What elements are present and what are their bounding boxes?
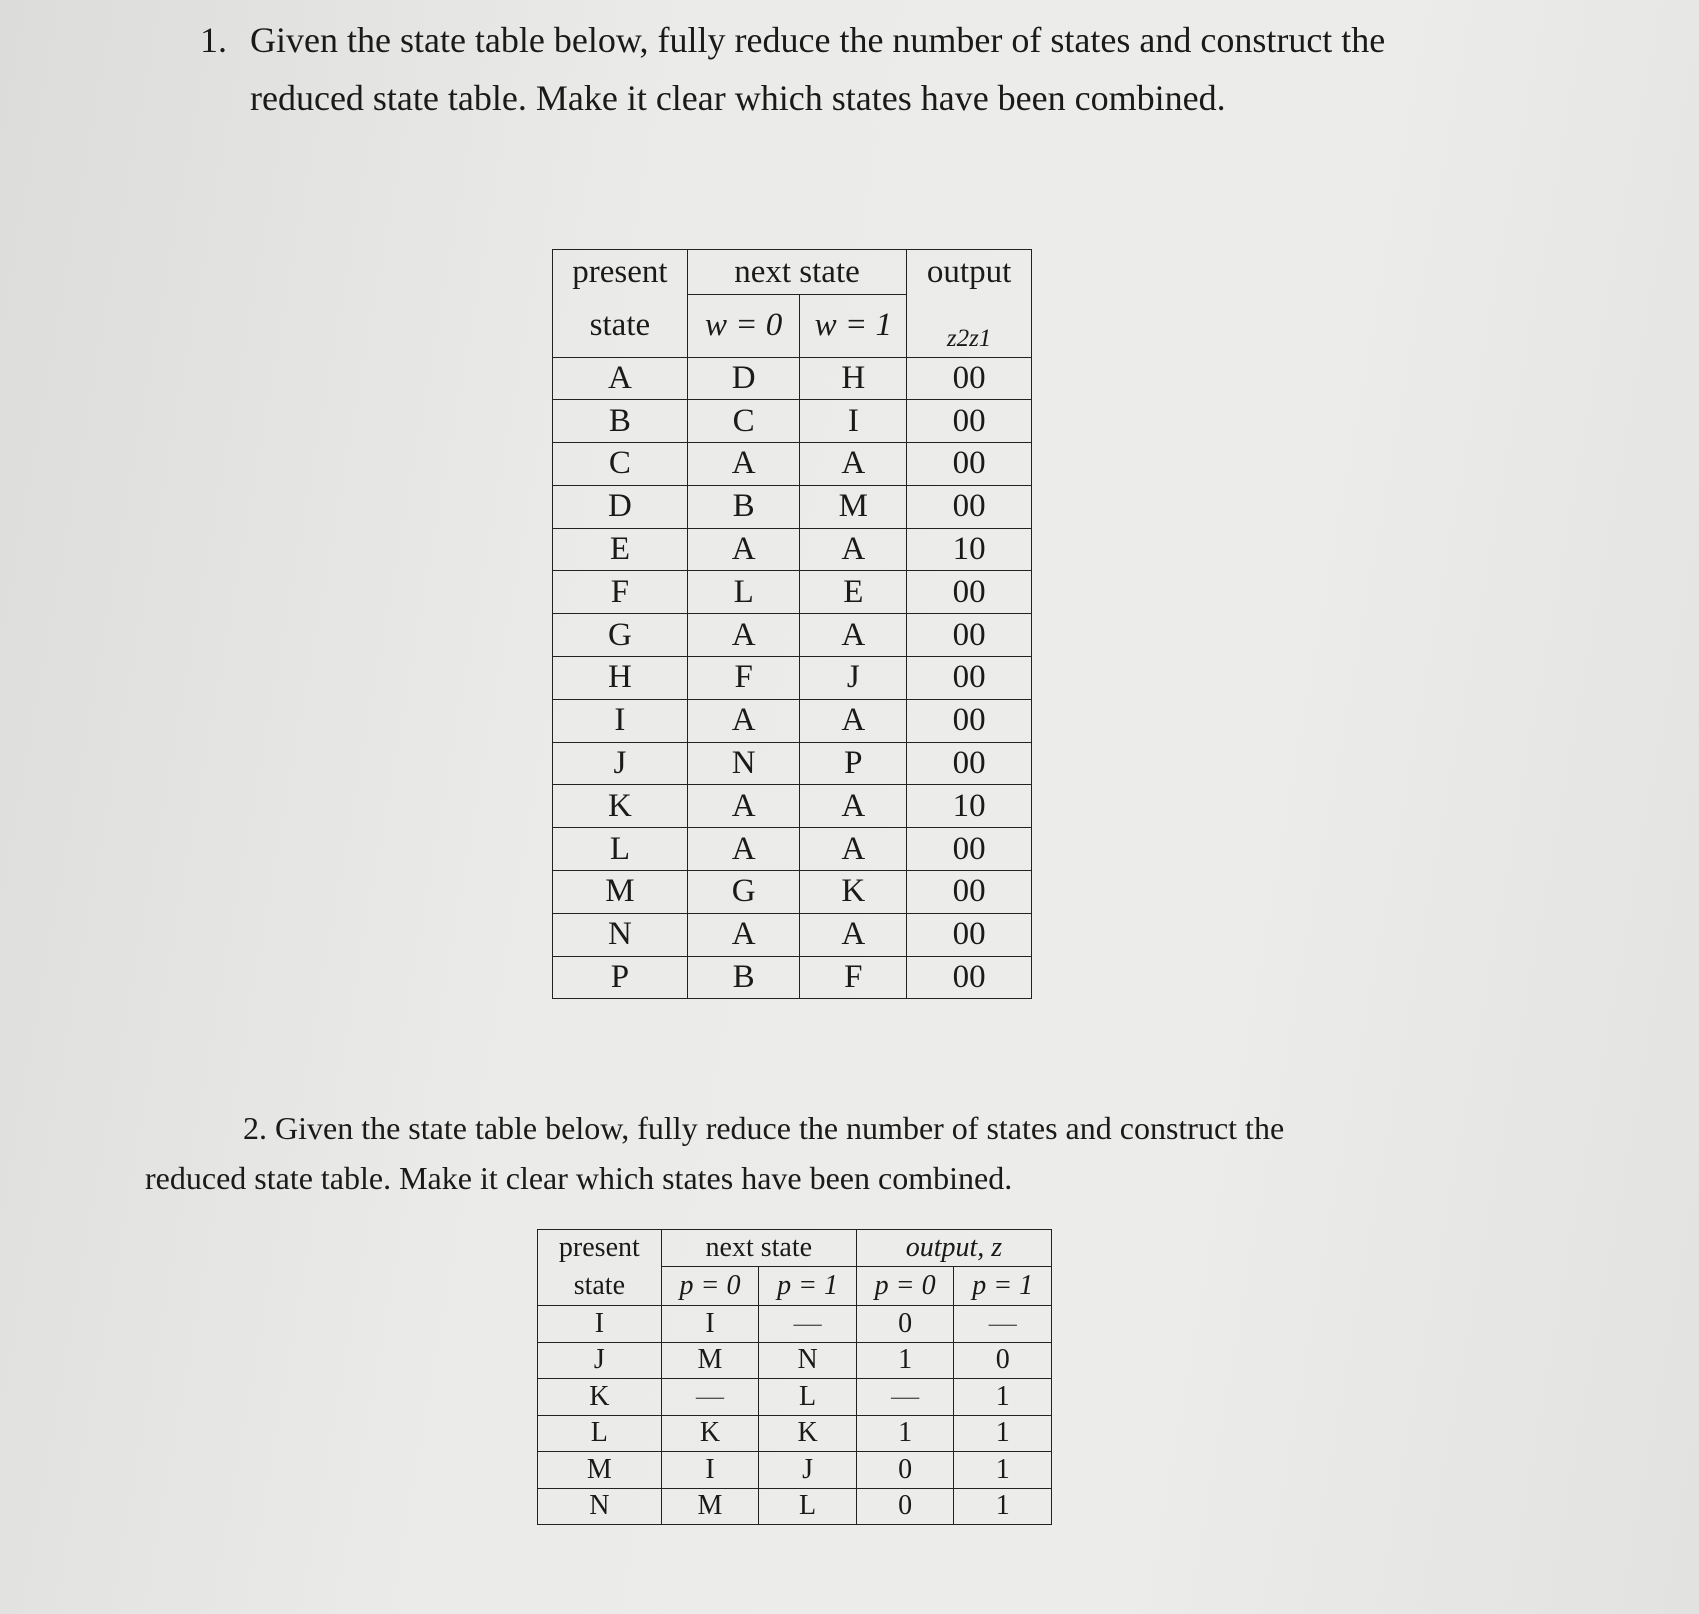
table-row: [553, 742, 1032, 785]
next-state-w0-cell: A: [687, 913, 800, 956]
output-cell: 00: [907, 657, 1032, 700]
present-state-cell: C: [553, 443, 688, 486]
question-2: [145, 1104, 1375, 1203]
next-state-p0-cell: I: [661, 1306, 759, 1343]
next-state-w0-cell: A: [687, 443, 800, 486]
output-cell: 00: [907, 871, 1032, 914]
next-state-w0-cell: B: [687, 485, 800, 528]
output-cell: 00: [907, 699, 1032, 742]
next-state-w1-cell: A: [800, 699, 907, 742]
p0-output-header: p = 0: [856, 1267, 954, 1306]
next-state-w1-cell: J: [800, 657, 907, 700]
state-table-2: [537, 1229, 1052, 1525]
present-state-cell: J: [538, 1342, 662, 1379]
next-state-p0-cell: M: [661, 1342, 759, 1379]
table-row: [553, 657, 1032, 700]
next-state-w0-cell: D: [687, 357, 800, 400]
output-cell: 00: [907, 443, 1032, 486]
present-state-cell: I: [553, 699, 688, 742]
table-row: [553, 785, 1032, 828]
next-state-w1-cell: A: [800, 528, 907, 571]
table-row: [538, 1342, 1052, 1379]
table-row: [553, 357, 1032, 400]
present-state-cell: L: [553, 828, 688, 871]
next-state-p1-cell: J: [759, 1452, 857, 1489]
next-state-w1-cell: K: [800, 871, 907, 914]
present-state-cell: B: [553, 400, 688, 443]
next-state-w0-cell: A: [687, 785, 800, 828]
output-p0-cell: 1: [856, 1342, 954, 1379]
present-state-cell: E: [553, 528, 688, 571]
present-state-cell: M: [553, 871, 688, 914]
next-state-p0-cell: —: [661, 1379, 759, 1416]
output-p1-cell: 1: [954, 1379, 1052, 1416]
next-state-w1-cell: M: [800, 485, 907, 528]
present-state-cell: D: [553, 485, 688, 528]
output-p1-cell: 1: [954, 1415, 1052, 1452]
next-state-w1-cell: A: [800, 785, 907, 828]
output-cell: 00: [907, 357, 1032, 400]
present-header-top: present: [553, 250, 688, 295]
output-header: output: [907, 250, 1032, 295]
output-p0-cell: 0: [856, 1452, 954, 1489]
table-row: [553, 614, 1032, 657]
present-state-cell: K: [538, 1379, 662, 1416]
next-state-w0-cell: A: [687, 828, 800, 871]
output-p1-cell: 1: [954, 1452, 1052, 1489]
output-cell: 00: [907, 828, 1032, 871]
table-row: [553, 828, 1032, 871]
output-p1-cell: —: [954, 1306, 1052, 1343]
output-cell: 10: [907, 528, 1032, 571]
p0-next-header: p = 0: [661, 1267, 759, 1306]
next-state-w0-cell: L: [687, 571, 800, 614]
present-state-cell: I: [538, 1306, 662, 1343]
present-state-cell: H: [553, 657, 688, 700]
next-state-w1-cell: A: [800, 443, 907, 486]
next-state-w0-cell: B: [687, 956, 800, 999]
next-state-w0-cell: A: [687, 614, 800, 657]
next-state-w1-cell: I: [800, 400, 907, 443]
present-state-cell: M: [538, 1452, 662, 1489]
question-2-text: Given the state table below, fully reduce the number of states and construct the reduced state table. Make it clear which states have been combined.: [145, 1110, 1285, 1196]
output-cell: 00: [907, 485, 1032, 528]
table-1-body: [553, 357, 1032, 999]
output-subheader: z2z1: [907, 295, 1032, 358]
p1-output-header: p = 1: [954, 1267, 1052, 1306]
question-2-number: 2.: [243, 1110, 267, 1146]
present-state-cell: N: [538, 1488, 662, 1525]
present-state-cell: J: [553, 742, 688, 785]
next-state-header: next state: [687, 250, 906, 295]
next-state-w1-cell: H: [800, 357, 907, 400]
present-state-cell: A: [553, 357, 688, 400]
table-row: [553, 913, 1032, 956]
p1-next-header: p = 1: [759, 1267, 857, 1306]
question-1-number: 1.: [200, 20, 227, 60]
present-state-cell: G: [553, 614, 688, 657]
question-1-text: Given the state table below, fully reduce the number of states and construct the reduced state table. Make it clear which states have been combined.: [250, 20, 1386, 118]
output-header: output, z: [856, 1230, 1051, 1267]
next-state-p0-cell: I: [661, 1452, 759, 1489]
table-row: [553, 400, 1032, 443]
present-header-top: present: [538, 1230, 662, 1267]
next-state-w1-cell: E: [800, 571, 907, 614]
present-state-cell: N: [553, 913, 688, 956]
table-row: [553, 485, 1032, 528]
table-row: [553, 443, 1032, 486]
w0-header: w = 0: [687, 295, 800, 358]
table-2-body: [538, 1306, 1052, 1525]
next-state-w0-cell: C: [687, 400, 800, 443]
table-row: [538, 1306, 1052, 1343]
question-1: [200, 12, 1460, 127]
table-row: [538, 1488, 1052, 1525]
table-row: [553, 699, 1032, 742]
next-state-w0-cell: N: [687, 742, 800, 785]
table-row: [553, 528, 1032, 571]
table-row: [538, 1415, 1052, 1452]
output-cell: 00: [907, 913, 1032, 956]
next-state-w1-cell: A: [800, 614, 907, 657]
table-row: [538, 1452, 1052, 1489]
output-p0-cell: 0: [856, 1306, 954, 1343]
next-state-w0-cell: G: [687, 871, 800, 914]
next-state-p1-cell: N: [759, 1342, 857, 1379]
output-cell: 10: [907, 785, 1032, 828]
next-state-w1-cell: F: [800, 956, 907, 999]
next-state-w1-cell: A: [800, 913, 907, 956]
output-p1-cell: 1: [954, 1488, 1052, 1525]
present-state-cell: F: [553, 571, 688, 614]
output-p0-cell: 1: [856, 1415, 954, 1452]
next-state-header: next state: [661, 1230, 856, 1267]
next-state-p1-cell: L: [759, 1379, 857, 1416]
next-state-p1-cell: K: [759, 1415, 857, 1452]
next-state-p1-cell: —: [759, 1306, 857, 1343]
table-row: [553, 571, 1032, 614]
next-state-p1-cell: L: [759, 1488, 857, 1525]
next-state-w0-cell: F: [687, 657, 800, 700]
output-p0-cell: —: [856, 1379, 954, 1416]
state-table-1: [552, 249, 1032, 999]
next-state-w0-cell: A: [687, 528, 800, 571]
output-cell: 00: [907, 571, 1032, 614]
output-cell: 00: [907, 742, 1032, 785]
output-cell: 00: [907, 614, 1032, 657]
next-state-w1-cell: A: [800, 828, 907, 871]
output-cell: 00: [907, 956, 1032, 999]
next-state-w1-cell: P: [800, 742, 907, 785]
table-row: [553, 956, 1032, 999]
table-row: [553, 871, 1032, 914]
output-cell: 00: [907, 400, 1032, 443]
present-state-cell: L: [538, 1415, 662, 1452]
output-p1-cell: 0: [954, 1342, 1052, 1379]
present-state-cell: P: [553, 956, 688, 999]
present-header-bottom: state: [553, 295, 688, 358]
present-state-cell: K: [553, 785, 688, 828]
present-header-bottom: state: [538, 1267, 662, 1306]
next-state-p0-cell: M: [661, 1488, 759, 1525]
next-state-p0-cell: K: [661, 1415, 759, 1452]
table-row: [538, 1379, 1052, 1416]
next-state-w0-cell: A: [687, 699, 800, 742]
output-p0-cell: 0: [856, 1488, 954, 1525]
w1-header: w = 1: [800, 295, 907, 358]
